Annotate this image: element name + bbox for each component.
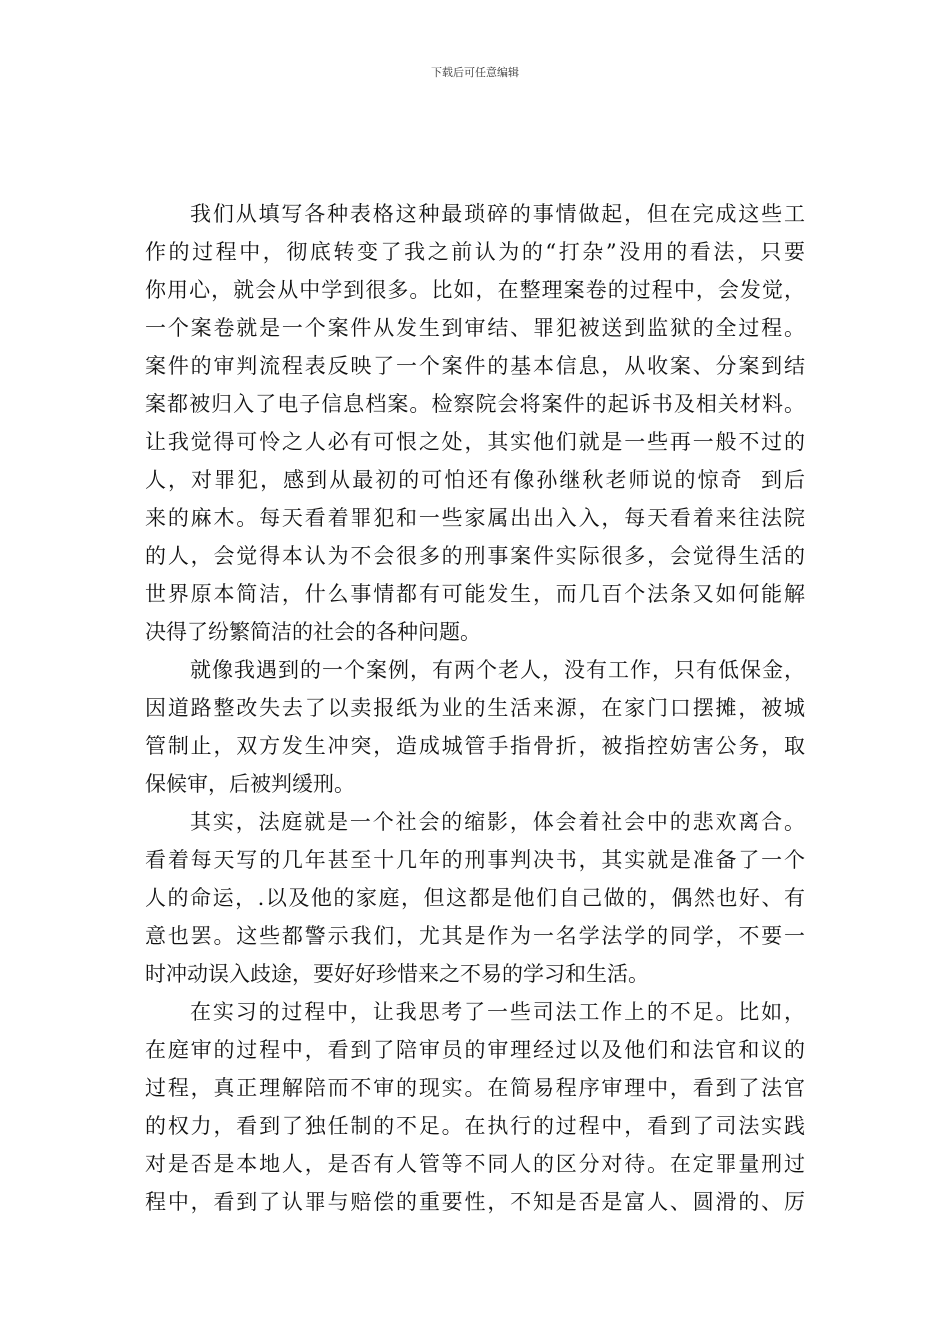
paragraph-line: 就像我遇到的一个案例，有两个老人，没有工作，只有低保金， <box>190 658 805 682</box>
paragraph-line: 人，对罪犯，感到从最初的可怕还有像孙继秋老师说的惊奇 到后 <box>145 468 805 492</box>
paragraph-line: 管制止，双方发生冲突，造成城管手指骨折，被指控妨害公务，取 <box>145 734 805 758</box>
paragraph-line: 程中，看到了认罪与赔偿的重要性，不知是否是富人、圆滑的、厉 <box>145 1190 805 1214</box>
paragraph-line: 案件的审判流程表反映了一个案件的基本信息，从收案、分案到结 <box>145 354 805 378</box>
paragraph-line: 人的命运，.以及他的家庭，但这都是他们自己做的，偶然也好、有 <box>145 886 805 910</box>
paragraph-line: 决得了纷繁简洁的社会的各种问题。 <box>145 620 481 644</box>
paragraph-line: 的权力，看到了独任制的不足。在执行的过程中，看到了司法实践 <box>145 1114 805 1138</box>
paragraph-3 <box>145 803 805 993</box>
paragraph-line: 看着每天写的几年甚至十几年的刑事判决书，其实就是准备了一个 <box>145 848 805 872</box>
paragraph-line: 意也罢。这些都警示我们，尤其是作为一名学法学的同学，不要一 <box>145 924 805 948</box>
paragraph-line: 对是否是本地人，是否有人管等不同人的区分对待。在定罪量刑过 <box>145 1152 805 1176</box>
paragraph-line: 案都被归入了电子信息档案。检察院会将案件的起诉书及相关材料。 <box>145 392 805 416</box>
paragraph-line: 我们从填写各种表格这种最琐碎的事情做起，但在完成这些工 <box>190 202 805 226</box>
paragraph-line: 让我觉得可怜之人必有可恨之处，其实他们就是一些再一般不过的 <box>145 430 805 454</box>
paragraph-line: 因道路整改失去了以卖报纸为业的生活来源，在家门口摆摊，被城 <box>145 696 805 720</box>
paragraph-line: 你用心，就会从中学到很多。比如，在整理案卷的过程中，会发觉， <box>145 278 805 302</box>
paragraph-line: 的人，会觉得本认为不会很多的刑事案件实际很多，会觉得生活的 <box>145 544 805 568</box>
paragraph-line: 在实习的过程中，让我思考了一些司法工作上的不足。比如， <box>190 1000 805 1024</box>
paragraph-line: 保候审，后被判缓刑。 <box>145 772 355 796</box>
paragraph-2 <box>145 651 805 803</box>
paragraph-4 <box>145 993 805 1221</box>
paragraph-line: 来的麻木。每天看着罪犯和一些家属出出入入，每天看着来往法院 <box>145 506 805 530</box>
paragraph-line: 时冲动误入歧途，要好好珍惜来之不易的学习和生活。 <box>145 962 649 986</box>
paragraph-line: 在庭审的过程中，看到了陪审员的审理经过以及他们和法官和议的 <box>145 1038 805 1062</box>
paragraph-line: 过程，真正理解陪而不审的现实。在简易程序审理中，看到了法官 <box>145 1076 805 1100</box>
paragraph-1 <box>145 195 805 651</box>
paragraph-line: 世界原本简洁，什么事情都有可能发生，而几百个法条又如何能解 <box>145 582 805 606</box>
paragraph-line: 其实，法庭就是一个社会的缩影，体会着社会中的悲欢离合。 <box>190 810 805 834</box>
page-header: 下载后可任意编辑 <box>431 66 519 79</box>
paragraph-line: 作的过程中，彻底转变了我之前认为的“打杂”没用的看法，只要 <box>145 240 805 264</box>
paragraph-line: 一个案卷就是一个案件从发生到审结、罪犯被送到监狱的全过程。 <box>145 316 805 340</box>
document-body <box>145 195 805 1221</box>
